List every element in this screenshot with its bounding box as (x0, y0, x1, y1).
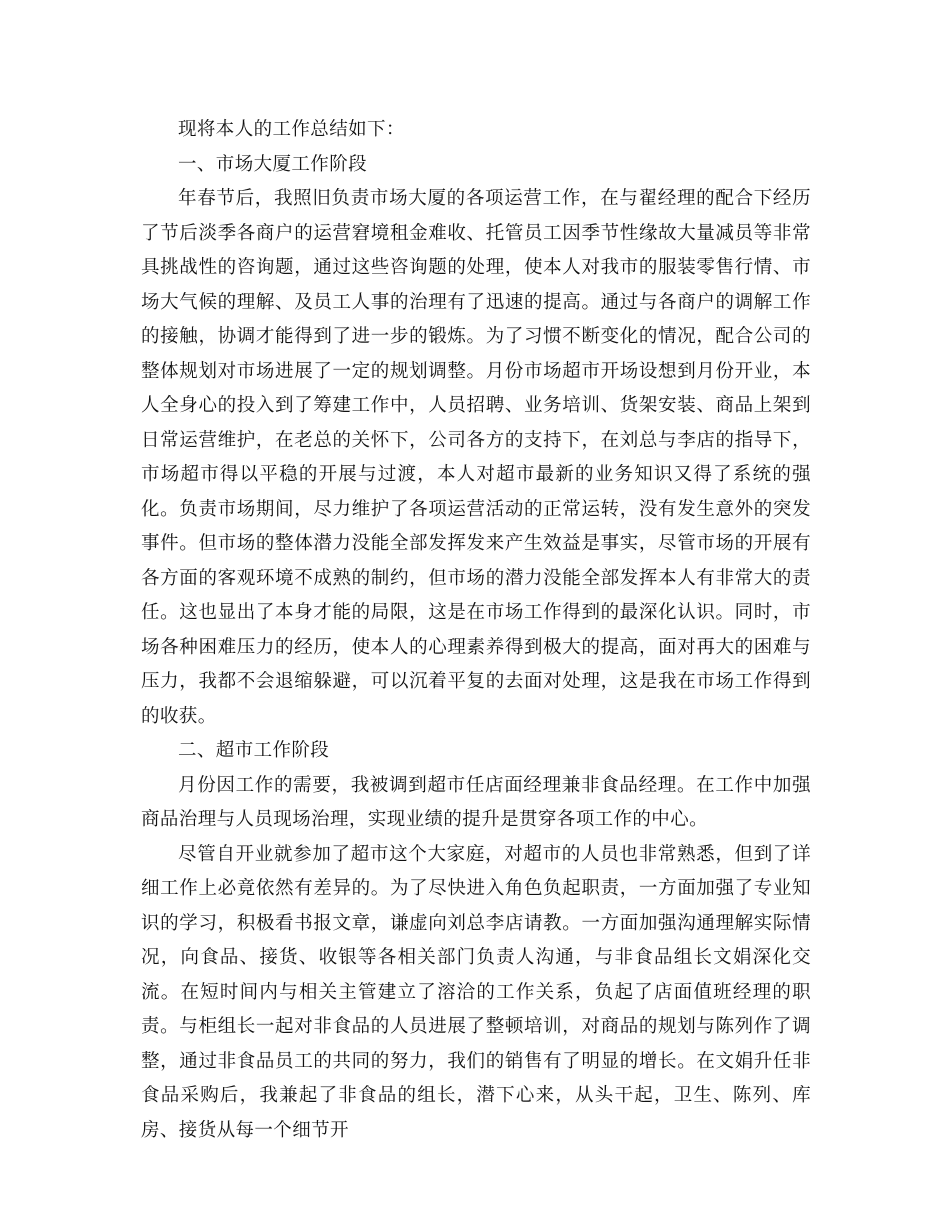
document-body (141, 113, 811, 1148)
intro-line: 现将本人的工作总结如下： (178, 119, 405, 140)
section-1-title: 一、市场大厦工作阶段 (178, 153, 368, 175)
section-1-paragraph: 年春节后，我照旧负责市场大厦的各项运营工作，在与翟经理的配合下经历了节后淡季各商户的运营窘境租金难收、托管员工因季节性缘故大量减员等非常具挑战性的咨询题，通过这些咨询题的处理，使本人对我市的服装零售行情、市场大气候的理解、及员工人事的治理有了迅速的提高。通过与各商户的调解工作的接触，协调才能得到了进一步的锻炼。为了习惯不断变化的情况，配合公司的整体规划对市场进展了一定的规划调整。月份市场超市开场设想到月份开业，本人全身心的投入到了筹建工作中，人员招聘、业务培训、货架安装、商品上架到日常运营维护，在老总的关怀下，公司各方的支持下，在刘总与李店的指导下，市场超市得以平稳的开展与过渡，本人对超市最新的业务知识又得了系统的强化。负责市场期间，尽力维护了各项运营活动的正常运转，没有发生意外的突发事件。但市场的整体潜力没能全部发挥发来产生效益是事实，尽管市场的开展有各方面的客观环境不成熟的制约，但市场的潜力没能全部发挥本人有非常大的责任。这也显出了本身才能的局限，这是在市场工作得到的最深化认识。同时，市场各种困难压力的经历，使本人的心理素养得到极大的提高，面对再大的困难与压力，我都不会退缩躲避，可以沉着平复的去面对处理，这是我在市场工作得到的收获。 (141, 188, 811, 727)
section-2-paragraph-2: 尽管自开业就参加了超市这个大家庭，对超市的人员也非常熟悉，但到了详细工作上必竟依然有差异的。为了尽快进入角色负起职责，一方面加强了专业知识的学习，积极看书报文章，谦虚向刘总李店请教。一方面加强沟通理解实际情况，向食品、接货、收银等各相关部门负责人沟通，与非食品组长文娟深化交流。在短时间内与相关主管建立了溶洽的工作关系，负起了店面值班经理的职责。与柜组长一起对非食品的人员进展了整顿培训，对商品的规划与陈列作了调整，通过非食品员工的共同的努力，我们的销售有了明显的增长。在文娟升任非食品采购后，我兼起了非食品的组长，潜下心来，从头干起，卫生、陈列、库房、接货从每一个细节开 (141, 843, 811, 1141)
section-2-paragraph-1: 月份因工作的需要，我被调到超市任店面经理兼非食品经理。在工作中加强商品治理与人员现场治理，实现业绩的提升是贯穿各项工作的中心。 (141, 774, 811, 830)
section-2-title: 二、超市工作阶段 (178, 740, 330, 761)
